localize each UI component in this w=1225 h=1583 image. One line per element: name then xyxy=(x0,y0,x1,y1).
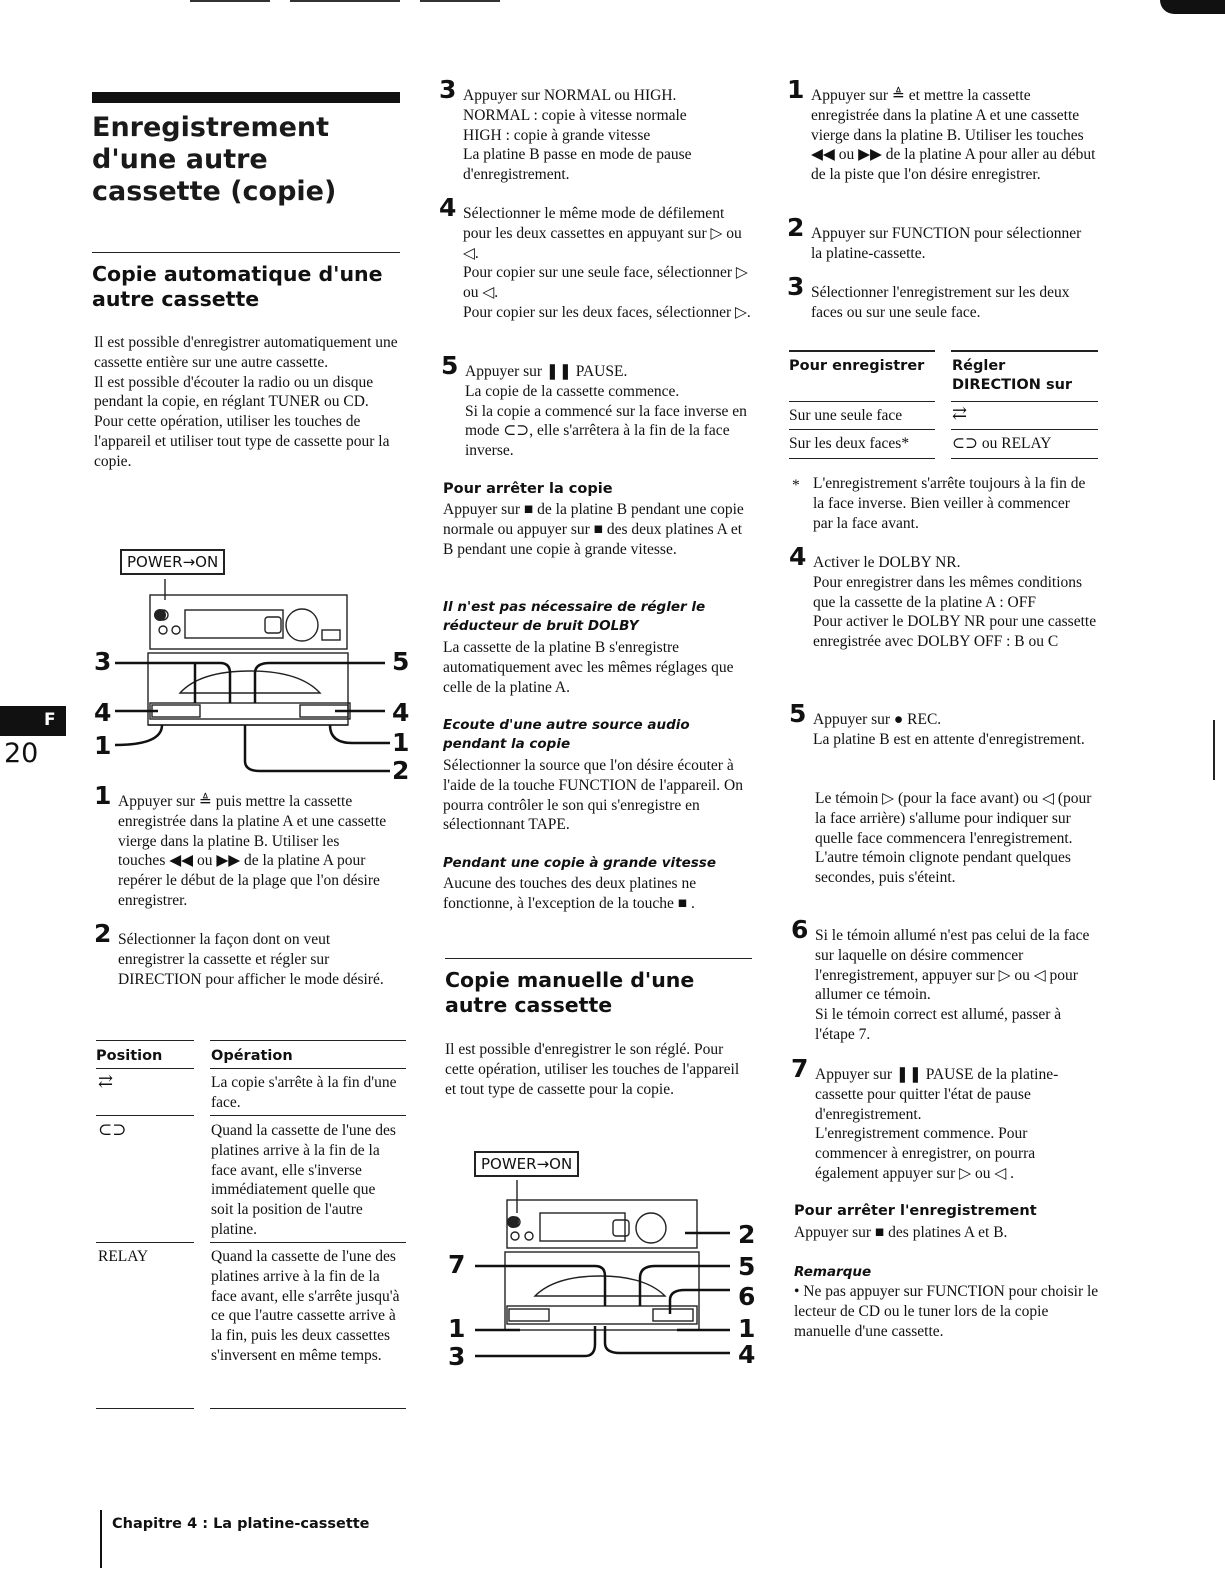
stereo-diagram-manual xyxy=(445,1178,765,1378)
table-rule xyxy=(951,401,1098,402)
step-line: NORMAL : copie à vitesse normale xyxy=(463,106,687,124)
footer-chapter-name: La platine-cassette xyxy=(213,1516,370,1532)
power-on-label: POWER→ON xyxy=(474,1151,579,1177)
auto-step-4 xyxy=(439,193,753,323)
step-text: Appuyer sur FUNCTION pour sélectionner la platine-cassette. xyxy=(811,225,1082,262)
fig2-callout: 1 xyxy=(738,1314,756,1343)
step-number: 1 xyxy=(94,781,112,810)
manual-step-7 xyxy=(791,1054,1100,1184)
direction-one-way-icon: ⇄ xyxy=(952,403,968,423)
fig2-callout: 1 xyxy=(448,1314,466,1343)
title-bar xyxy=(92,92,400,103)
fig1-callout: 4 xyxy=(392,698,410,727)
footnote-mark: * xyxy=(792,477,800,494)
table-rule xyxy=(96,1242,194,1243)
table-rule xyxy=(96,1408,194,1409)
table-cell-operation: Quand la cassette de l'une des platines arrive à la fin de la face avant, elle s'inverse immédiatement quelle que soit la position de l'autre platine. xyxy=(211,1122,396,1238)
manual-step-3 xyxy=(787,272,1096,323)
stereo-diagram-auto xyxy=(90,575,420,785)
step-line: Pour copier sur les deux faces, sélectionner ▷. xyxy=(463,303,751,321)
fig1-callout: 1 xyxy=(392,728,410,757)
page-number: 20 xyxy=(4,738,39,769)
table-header-operation: Opération xyxy=(211,1048,293,1064)
table-rule xyxy=(789,429,935,430)
step-line: Pour copier sur une seule face, sélectionner ▷ ou ◁. xyxy=(463,264,748,302)
table-rule xyxy=(210,1408,406,1409)
listen-text: Sélectionner la source que l'on désire écouter à l'aide de la touche FUNCTION de l'appareil. On pourra contrôler le son qui s'enregistre en sélectionnant TAPE. xyxy=(443,757,743,834)
auto-step-3 xyxy=(439,75,753,185)
table-cell-position: RELAY xyxy=(98,1248,149,1265)
high-speed-heading: Pendant une copie à grande vitesse xyxy=(443,855,716,871)
step-number: 4 xyxy=(789,542,807,571)
footer-rule xyxy=(100,1510,102,1568)
step-line: L'enregistrement commence. Pour commencer à enregistrer, on pourra également appuyer sur ▷ ou ◁ . xyxy=(815,1125,1036,1182)
fig2-callout: 7 xyxy=(448,1250,466,1279)
page-title: Enregistrement d'une autre cassette (copie) xyxy=(92,112,337,207)
section-heading-manual: Copie manuelle d'une autre cassette xyxy=(445,968,695,1017)
direction-reverse-icon: ⊂⊃ xyxy=(98,1120,127,1139)
auto-step-5 xyxy=(441,351,750,461)
step-number: 3 xyxy=(439,75,457,104)
table-header-position: Position xyxy=(96,1048,163,1064)
section-rule xyxy=(445,958,752,959)
manual-step-1 xyxy=(787,75,1096,185)
section-rule xyxy=(92,252,400,253)
step-number: 2 xyxy=(94,919,112,948)
fig1-callout: 5 xyxy=(392,647,410,676)
footer-chapter xyxy=(112,1516,370,1532)
manual-step-5 xyxy=(789,699,1098,750)
table-rule xyxy=(951,350,1098,352)
table-cell-record: Sur les deux faces* xyxy=(789,435,910,452)
step-line: Pour enregistrer dans les mêmes conditions que la cassette de la platine A : OFF xyxy=(813,573,1083,611)
step-line: La copie de la cassette commence. xyxy=(465,382,680,400)
table-cell-operation: Quand la cassette de l'une des platines arrive à la fin de la face avant, elle s'arrête jusqu'à ce que l'autre cassette arrive à la fin, puis les deux cassettes s'inversent en même temps. xyxy=(211,1248,400,1364)
stop-recording-heading: Pour arrêter l'enregistrement xyxy=(794,1203,1037,1219)
step-line: Appuyer sur ❚❚ PAUSE de la platine-cassette pour quitter l'état de pause d'enregistrement. xyxy=(815,1066,1059,1123)
table-header-direction: Régler DIRECTION sur xyxy=(952,358,1073,393)
table-rule xyxy=(96,1040,194,1041)
table-rule xyxy=(96,1115,194,1116)
section-heading-auto: Copie automatique d'une autre cassette xyxy=(92,262,383,311)
table-cell-operation: La copie s'arrête à la fin d'une face. xyxy=(211,1074,397,1111)
table-rule xyxy=(789,401,935,402)
step-number: 6 xyxy=(791,915,809,944)
intro-text xyxy=(94,333,402,472)
table-rule xyxy=(210,1068,406,1069)
fig1-callout: 3 xyxy=(94,647,112,676)
step-text: Sélectionner l'enregistrement sur les deux faces ou sur une seule face. xyxy=(811,284,1070,321)
table-rule xyxy=(951,458,1098,459)
step-text: Appuyer sur ≜ puis mettre la cassette enregistrée dans la platine A et une cassette vierge dans la platine B. Utiliser les touches ◀◀ ou ▶▶ de la platine A pour repérer le début de la plage que l'on désire enregistrer. xyxy=(118,793,387,909)
table-rule xyxy=(96,1068,194,1069)
intro-para: Il est possible d'écouter la radio ou un disque pendant la copie, en réglant TUNER ou CD. xyxy=(94,373,374,411)
table-rule xyxy=(210,1040,406,1041)
fig2-callout: 6 xyxy=(738,1282,756,1311)
step-line: La platine B passe en mode de pause d'enregistrement. xyxy=(463,146,692,184)
dolby-heading: Il n'est pas nécessaire de régler le réducteur de bruit DOLBY xyxy=(443,599,706,634)
manual-step-2 xyxy=(787,213,1096,264)
manual-intro: Il est possible d'enregistrer le son réglé. Pour cette opération, utiliser les touches de l'appareil et tout type de cassette pour la copie. xyxy=(445,1041,740,1098)
fig2-callout: 3 xyxy=(448,1342,466,1371)
step-line: Activer le DOLBY NR. xyxy=(813,554,961,571)
table-header-record: Pour enregistrer xyxy=(789,358,925,374)
side-tab-letter: F xyxy=(44,710,56,730)
power-on-label: POWER→ON xyxy=(120,549,225,575)
step-line: Si la copie a commencé sur la face inverse en mode ⊂⊃, elle s'arrêtera à la fin de la face inverse. xyxy=(465,402,747,460)
table-rule xyxy=(210,1242,406,1243)
top-rule xyxy=(190,0,270,2)
intro-para: Il est possible d'enregistrer automatiquement une cassette entière sur une autre cassette. xyxy=(94,334,398,371)
fig2-callout: 4 xyxy=(738,1340,756,1369)
step-number: 1 xyxy=(787,75,805,104)
stop-copy-heading: Pour arrêter la copie xyxy=(443,481,613,497)
edge-mark xyxy=(1213,720,1215,780)
table-cell-record: Sur une seule face xyxy=(789,407,903,424)
table-rule xyxy=(951,429,1098,430)
step-number: 5 xyxy=(441,351,459,380)
fig1-callout: 2 xyxy=(392,756,410,785)
auto-step-2 xyxy=(94,919,388,989)
remark-heading: Remarque xyxy=(794,1264,872,1280)
corner-mark xyxy=(1160,0,1225,14)
fig1-callout: 1 xyxy=(94,731,112,760)
remark-text: • Ne pas appuyer sur FUNCTION pour choisir le lecteur de CD ou le tuner lors de la copie manuelle d'une cassette. xyxy=(794,1283,1099,1340)
step-text: Appuyer sur ≜ et mettre la cassette enregistrée dans la platine A et une cassette vierge dans la platine B. Utiliser les touches ◀◀ ou ▶▶ de la platine A pour aller au début de la piste que l'on désire enregistrer. xyxy=(811,87,1096,184)
step-number: 4 xyxy=(439,193,457,222)
footnote-text: L'enregistrement s'arrête toujours à la fin de la face inverse. Bien veiller à commencer par la face avant. xyxy=(813,475,1086,532)
fig2-callout: 5 xyxy=(738,1252,756,1281)
table-rule xyxy=(210,1115,406,1116)
step-number: 3 xyxy=(787,272,805,301)
fig1-callout: 4 xyxy=(94,698,112,727)
step-line: Appuyer sur ● REC. xyxy=(813,711,942,728)
stop-copy-text: Appuyer sur ■ de la platine B pendant une copie normale ou appuyer sur ■ des deux platines A et B pendant une copie à grande vitesse. xyxy=(443,501,744,558)
manual-step-4 xyxy=(789,542,1098,652)
step-line: HIGH : copie à grande vitesse xyxy=(463,126,651,144)
step-line: La platine B est en attente d'enregistrement. xyxy=(813,730,1085,748)
step-line: Pour activer le DOLBY NR pour une cassette enregistrée avec DOLBY OFF : B ou C xyxy=(813,613,1097,651)
step-line: Appuyer sur NORMAL ou HIGH. xyxy=(463,87,677,104)
side-tab xyxy=(0,706,66,736)
listen-heading: Ecoute d'une autre source audio pendant la copie xyxy=(443,717,690,752)
stop-recording-text: Appuyer sur ■ des platines A et B. xyxy=(794,1224,1008,1241)
intro-para: Pour cette opération, utiliser les touches de l'appareil et utiliser tout type de cassette pour la copie. xyxy=(94,413,390,470)
table-rule xyxy=(789,458,935,459)
step-line: Appuyer sur ❚❚ PAUSE. xyxy=(465,363,628,380)
top-rule xyxy=(290,0,400,2)
dolby-text: La cassette de la platine B s'enregistre automatiquement avec les mêmes réglages que celle de la platine A. xyxy=(443,639,734,696)
step-line: Sélectionner le même mode de défilement pour les deux cassettes en appuyant sur ▷ ou ◁. xyxy=(463,205,742,262)
direction-one-way-icon: ⇄ xyxy=(98,1071,114,1091)
manual-step-6 xyxy=(791,915,1100,1045)
top-rule xyxy=(420,0,500,2)
footer-chapter-num: Chapitre 4 : xyxy=(112,1516,208,1532)
step-line: Si le témoin allumé n'est pas celui de la face sur laquelle on désire commencer l'enregistrement, appuyer sur ▷ ou ◁ pour allumer ce témoin. xyxy=(815,927,1090,1004)
high-speed-text: Aucune des touches des deux platines ne fonctionne, à l'exception de la touche ■ . xyxy=(443,875,697,912)
step-number: 5 xyxy=(789,699,807,728)
step-text: Sélectionner la façon dont on veut enregistrer la cassette et régler sur DIRECTION pour afficher le mode désiré. xyxy=(118,931,384,988)
fig2-callout: 2 xyxy=(738,1220,756,1249)
table-rule xyxy=(789,350,935,352)
step-line: Si le témoin correct est allumé, passer à l'étape 7. xyxy=(815,1006,1062,1043)
step-number: 2 xyxy=(787,213,805,242)
indicator-explanation: Le témoin ▷ (pour la face avant) ou ◁ (pour la face arrière) s'allume pour indiquer sur quelle face commencera l'enregistrement. L'autre témoin clignote pendant quelques secondes, puis s'éteint. xyxy=(815,790,1092,887)
table-cell-direction: ⊂⊃ ou RELAY xyxy=(952,435,1052,452)
auto-step-1 xyxy=(94,781,388,911)
step-number: 7 xyxy=(791,1054,809,1083)
